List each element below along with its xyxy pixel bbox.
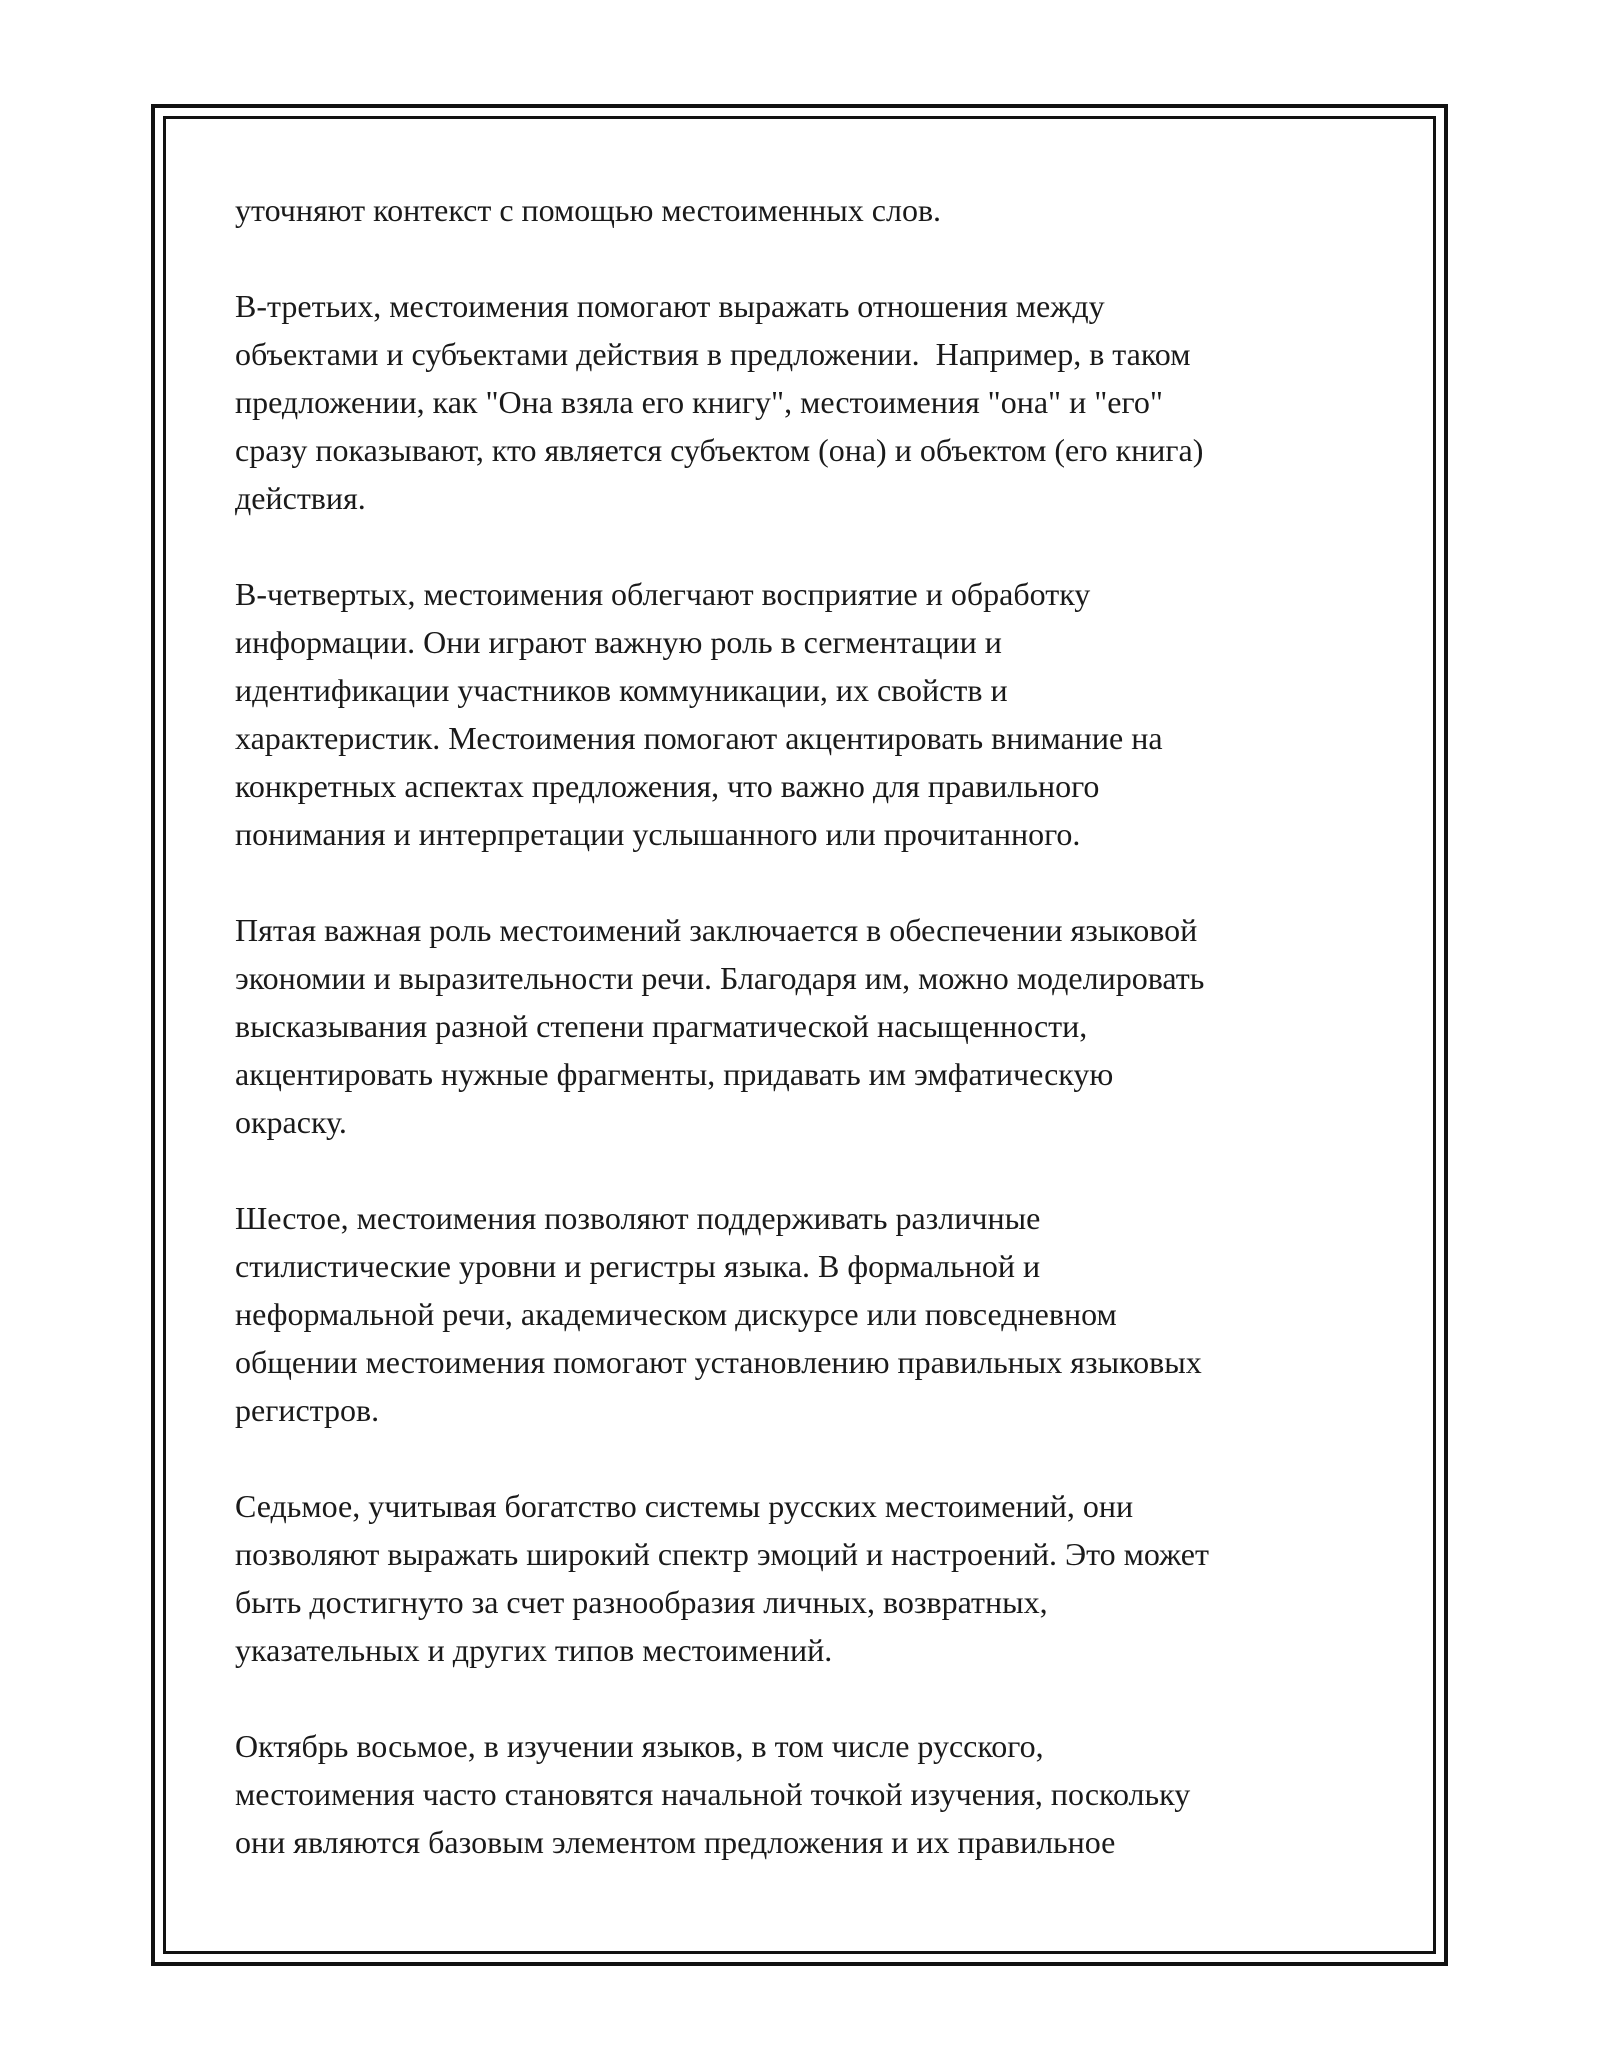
text-line: окраску. — [235, 1104, 347, 1140]
text-line: действия. — [235, 480, 366, 516]
paragraph-fifth-role — [235, 906, 1370, 1146]
paragraph-sixth-role — [235, 1194, 1370, 1434]
document-body — [235, 186, 1370, 1866]
text-line: регистров. — [235, 1392, 380, 1428]
text-line: информации. Они играют важную роль в сегментации и — [235, 624, 1002, 660]
text-line: экономии и выразительности речи. Благодаря им, можно моделировать — [235, 960, 1205, 996]
text-line: акцентировать нужные фрагменты, придавать им эмфатическую — [235, 1056, 1114, 1092]
text-line: стилистические уровни и регистры языка. В формальной и — [235, 1248, 1041, 1284]
paragraph-eighth-role — [235, 1722, 1370, 1866]
text-line: предложении, как "Она взяла его книгу", местоимения "она" и "его" — [235, 384, 1163, 420]
text-line: местоимения часто становятся начальной точкой изучения, поскольку — [235, 1776, 1191, 1812]
text-line: Пятая важная роль местоимений заключается в обеспечении языковой — [235, 912, 1198, 948]
text-line: высказывания разной степени прагматической насыщенности, — [235, 1008, 1088, 1044]
paragraph-third-role — [235, 282, 1370, 522]
text-line: В-четвертых, местоимения облегчают восприятие и обработку — [235, 576, 1091, 612]
text-line: характеристик. Местоимения помогают акцентировать внимание на — [235, 720, 1163, 756]
text-line: позволяют выражать широкий спектр эмоций и настроений. Это может — [235, 1536, 1209, 1572]
text-line: сразу показывают, кто является субъектом (она) и объектом (его книга) — [235, 432, 1204, 468]
text-line: объектами и субъектами действия в предложении. Например, в таком — [235, 336, 1191, 372]
text-line: быть достигнуто за счет разнообразия личных, возвратных, — [235, 1584, 1048, 1620]
text-line: понимания и интерпретации услышанного или прочитанного. — [235, 816, 1081, 852]
text-line: Седьмое, учитывая богатство системы русских местоимений, они — [235, 1488, 1134, 1524]
text-line: указательных и других типов местоимений. — [235, 1632, 833, 1668]
paragraph-fourth-role — [235, 570, 1370, 858]
text-line: они являются базовым элементом предложения и их правильное — [235, 1824, 1116, 1860]
text-line: уточняют контекст с помощью местоименных слов. — [235, 192, 942, 228]
paragraph-continuation — [235, 186, 1370, 234]
text-line: В-третьих, местоимения помогают выражать отношения между — [235, 288, 1105, 324]
text-line: неформальной речи, академическом дискурсе или повседневном — [235, 1296, 1117, 1332]
text-line: общении местоимения помогают установлению правильных языковых — [235, 1344, 1202, 1380]
paragraph-seventh-role — [235, 1482, 1370, 1674]
text-line: идентификации участников коммуникации, их свойств и — [235, 672, 1008, 708]
text-line: Октябрь восьмое, в изучении языков, в том числе русского, — [235, 1728, 1044, 1764]
text-line: Шестое, местоимения позволяют поддерживать различные — [235, 1200, 1041, 1236]
text-line: конкретных аспектах предложения, что важно для правильного — [235, 768, 1100, 804]
